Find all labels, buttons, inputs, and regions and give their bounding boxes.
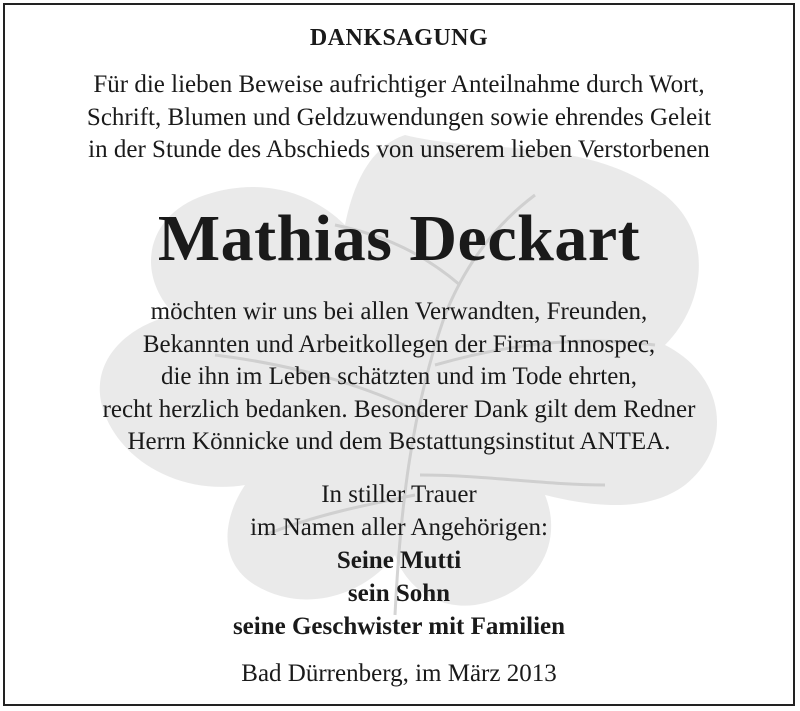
intro-line: Für die lieben Beweise aufrichtiger Anteilnahme durch Wort,	[93, 71, 705, 98]
thanks-line: die ihn im Leben schätzten und im Tode ehrten,	[160, 363, 638, 390]
intro-line: in der Stunde des Abschieds von unserem lieben Verstorbenen	[88, 136, 710, 163]
mourning-line: im Namen aller Angehörigen:	[250, 514, 548, 541]
intro-line: Schrift, Blumen und Geldzuwendungen sowie ehrendes Geleit	[86, 103, 712, 131]
thanks-line: Herrn Könnicke und dem Bestattungsinstitut ANTEA.	[127, 428, 671, 455]
notice-heading: DANKSAGUNG	[309, 25, 489, 51]
notice-frame	[3, 3, 795, 706]
place-date: Bad Dürrenberg, im März 2013	[241, 660, 557, 687]
thanks-paragraph	[5, 296, 793, 459]
mourning-line: In stiller Trauer	[321, 481, 477, 508]
family-line: sein Sohn	[347, 580, 451, 607]
family-line: seine Geschwister mit Familien	[232, 613, 566, 640]
notice-content	[5, 5, 793, 704]
thanks-line: möchten wir uns bei allen Verwandten, Freunden,	[150, 298, 648, 325]
deceased-name: Mathias Deckart	[157, 202, 641, 275]
thanks-line: recht herzlich bedanken. Besonderer Dank gilt dem Redner	[102, 395, 696, 423]
thanks-line: Bekannten und Arbeitkollegen der Firma Innospec,	[142, 330, 656, 358]
family-line: Seine Mutti	[336, 547, 462, 574]
closing-block	[5, 478, 793, 643]
intro-paragraph	[5, 69, 793, 167]
